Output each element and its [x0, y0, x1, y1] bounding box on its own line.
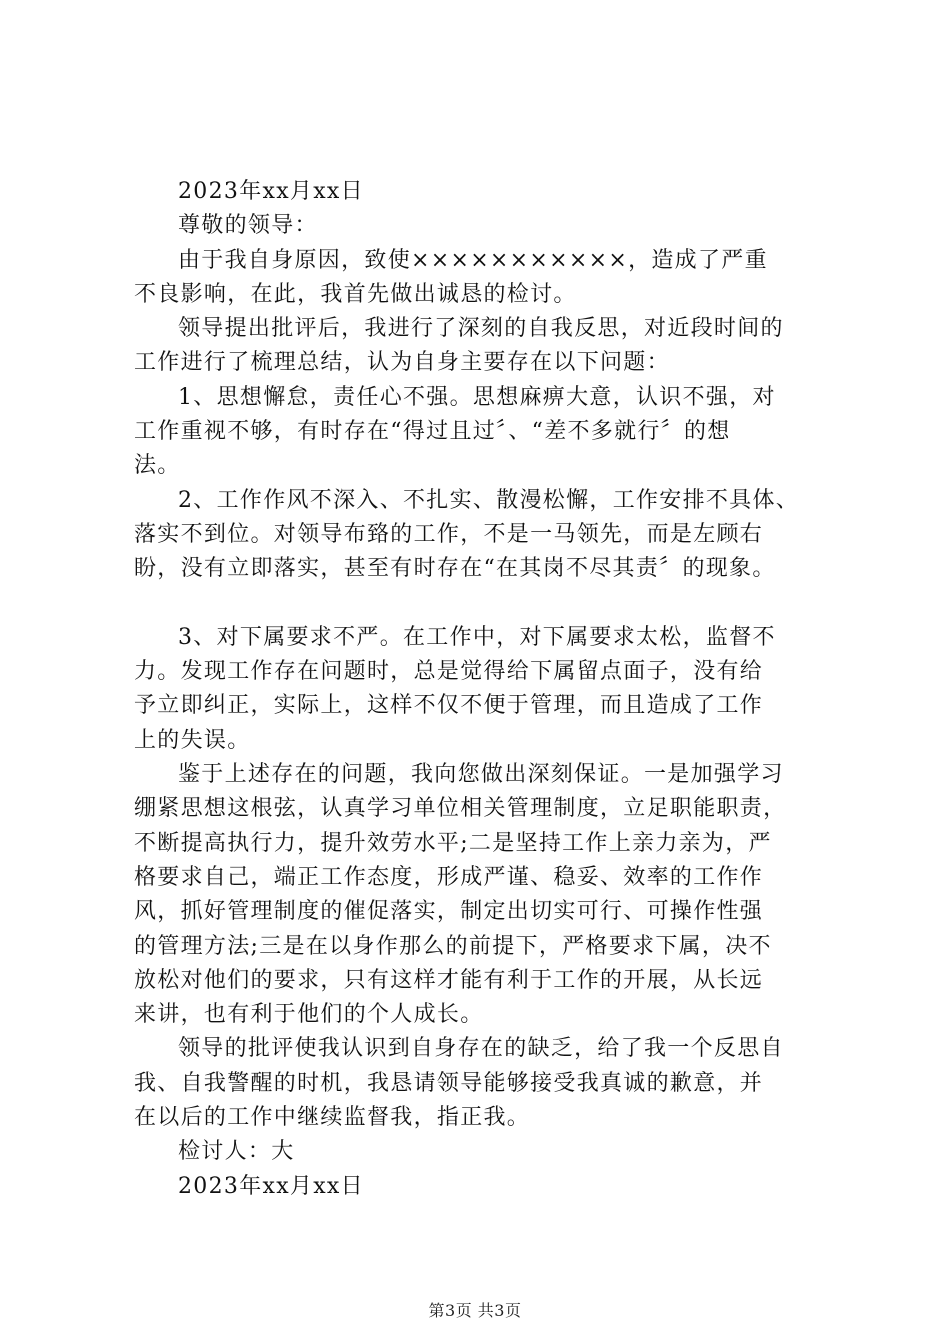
text-line: 鉴于上述存在的问题，我向您做出深刻保证。一是加强学习 [178, 762, 784, 788]
text-line: 落实不到位。对领导布臵的工作，不是一马领先，而是左顾右 [134, 521, 764, 547]
text-line: 在以后的工作中继续监督我，指正我。 [134, 1105, 531, 1131]
text-line: 2023年xx月xx日 [178, 179, 364, 204]
text-line: 由于我自身原因，致使×××××××××××，造成了严重 [178, 247, 768, 273]
text-line: 检讨人：大 [178, 1139, 295, 1165]
text-line: 来讲，也有利于他们的个人成长。 [134, 1002, 484, 1028]
text-line: 盼，没有立即落实，甚至有时存在“在其岗不尽其责〞的现象。 [134, 556, 776, 582]
text-line: 格要求自己，端正工作态度，形成严谨、稳妥、效率的工作作 [134, 864, 764, 890]
text-line: 不断提高执行力，提升效劳水平;二是坚持工作上亲力亲为，严 [134, 830, 772, 856]
text-line: 领导的批评使我认识到自身存在的缺乏，给了我一个反思自 [178, 1036, 784, 1062]
text-line: 风，抓好管理制度的催促落实，制定出切实可行、可操作性强 [134, 899, 764, 925]
text-line: 工作进行了梳理总结，认为自身主要存在以下问题： [134, 350, 670, 376]
text-line: 力。发现工作存在问题时，总是觉得给下属留点面子，没有给 [134, 659, 764, 685]
text-line: 不良影响，在此，我首先做出诚恳的检讨。 [134, 281, 577, 307]
text-line: 予立即纠正，实际上，这样不仅不便于管理，而且造成了工作 [134, 693, 764, 719]
text-line: 尊敬的领导： [178, 213, 318, 239]
page-footer: 第3页 共3页 [428, 1301, 522, 1320]
text-line: 上的失误。 [134, 727, 251, 753]
document-body [134, 175, 854, 1204]
text-line: 2、工作作风不深入、不扎实、散漫松懈，工作安排不具体、 [178, 487, 800, 513]
text-line: 领导提出批评后，我进行了深刻的自我反思，对近段时间的 [178, 316, 784, 342]
text-line: 绷紧思想这根弦，认真学习单位相关管理制度，立足职能职责， [134, 796, 787, 822]
text-line: 法。 [134, 453, 181, 479]
text-line: 3、对下属要求不严。在工作中，对下属要求太松，监督不 [178, 624, 776, 650]
text-line: 的管理方法;三是在以身作那么的前提下，严格要求下属，决不 [134, 933, 772, 959]
text-line: 放松对他们的要求，只有这样才能有利于工作的开展，从长远 [134, 967, 764, 993]
text-line: 工作重视不够，有时存在“得过且过〞、“差不多就行〞的想 [134, 419, 731, 445]
text-line: 我、自我警醒的时机，我恳请领导能够接受我真诚的歉意，并 [134, 1070, 764, 1096]
text-line: 2023年xx月xx日 [178, 1173, 364, 1199]
text-line: 1、思想懈怠，责任心不强。思想麻痹大意，认识不强，对 [178, 384, 776, 410]
blank-line [134, 587, 854, 621]
